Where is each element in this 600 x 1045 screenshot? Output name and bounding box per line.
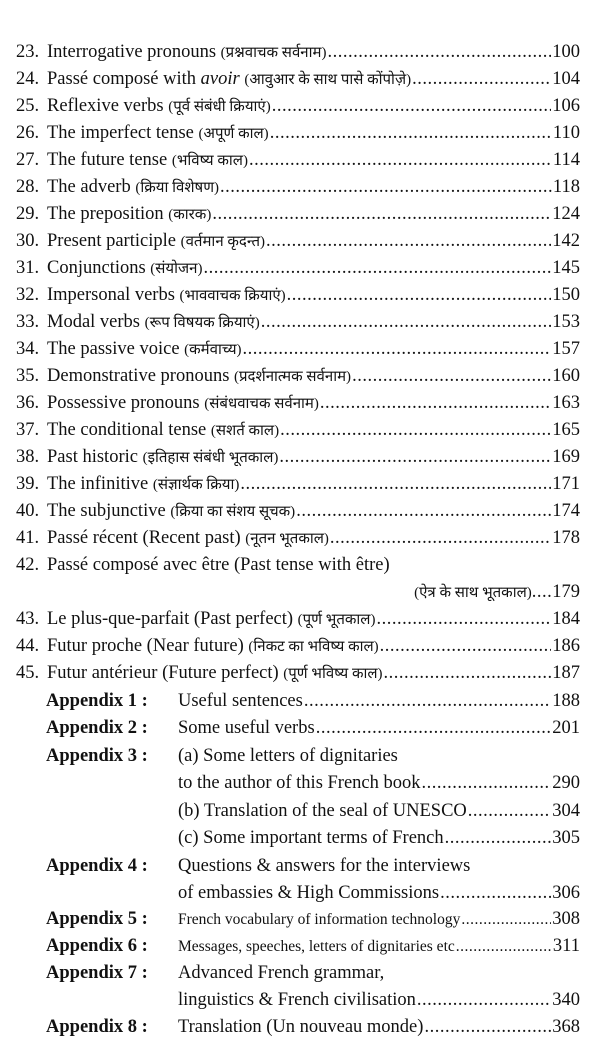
entry-title: The infinitive (संज्ञार्थक क्रिया): [47, 474, 240, 494]
entry-page: 169: [552, 447, 580, 467]
appendix-3-entry-b: [178, 798, 580, 825]
entry-number: 36.: [16, 393, 40, 413]
entry-number: 39.: [16, 474, 40, 494]
entry-hindi: (पूर्ण भूतकाल): [297, 612, 376, 628]
toc-entry-40: [16, 498, 580, 525]
dot-leader: [304, 688, 551, 715]
appendix-title: (b) Translation of the seal of UNESCO: [178, 801, 467, 821]
dot-leader: [316, 715, 552, 742]
toc-entry-24: [16, 66, 580, 93]
appendix-title: Questions & answers for the interviews: [178, 856, 471, 876]
entry-title: The imperfect tense (अपूर्ण काल): [47, 123, 269, 143]
appendix-4-entry-cont: [178, 880, 580, 907]
entry-hindi: (ऐत्र के साथ भूतकाल): [414, 585, 532, 601]
entry-title: Futur antérieur (Future perfect) (पूर्ण भविष्य काल): [47, 663, 383, 683]
toc-entry-28: [16, 174, 580, 201]
entry-page: 157: [552, 339, 580, 359]
dot-leader: [203, 255, 551, 282]
appendix-3-entry-a-cont: [178, 770, 580, 797]
appendix-title: Advanced French grammar,: [178, 963, 385, 983]
appendix-page: 368: [552, 1017, 580, 1037]
appendix-7-entry-cont: [178, 987, 580, 1014]
entry-page: 184: [552, 609, 580, 629]
toc-entry-26: [16, 120, 580, 147]
dot-leader: [330, 525, 551, 552]
toc-entry-36: [16, 390, 580, 417]
appendix-6-entry: [178, 933, 580, 960]
toc-entry-23: [16, 39, 580, 66]
entry-hindi: (नूतन भूतकाल): [245, 531, 329, 547]
entry-title: The preposition (कारक): [47, 204, 212, 224]
appendix-title: of embassies & High Commissions: [178, 883, 440, 903]
toc-entry-33: [16, 309, 580, 336]
appendix-1-label: Appendix 1 :: [46, 691, 148, 711]
appendix-3-entry-a: [178, 743, 580, 770]
appendix-page: 290: [552, 773, 580, 793]
entry-hindi: (क्रिया विशेषण): [135, 180, 220, 196]
entry-page: 114: [552, 150, 580, 170]
entry-hindi: (पूर्ण भविष्य काल): [283, 666, 383, 682]
entry-hindi: (संबंधवाचक सर्वनाम): [204, 396, 319, 412]
entry-title: Passé récent (Recent past) (नूतन भूतकाल): [47, 528, 329, 548]
appendix-title: Useful sentences: [178, 691, 303, 711]
dot-leader: [380, 633, 552, 660]
entry-title: Conjunctions (संयोजन): [47, 258, 203, 278]
entry-number: 32.: [16, 285, 40, 305]
appendix-5-label: Appendix 5 :: [46, 909, 148, 929]
dot-leader: [376, 606, 551, 633]
toc-entry-41: [16, 525, 580, 552]
toc-entry-42-continuation: [414, 579, 580, 606]
toc-entry-35: [16, 363, 580, 390]
entry-title: The conditional tense (सशर्त काल): [47, 420, 280, 440]
appendix-2-entry: [178, 715, 580, 742]
dot-leader: [261, 309, 552, 336]
dot-leader: [220, 174, 552, 201]
dot-leader: [212, 201, 551, 228]
entry-title: The subjunctive (क्रिया का संशय सूचक): [47, 501, 296, 521]
appendix-page: 311: [552, 936, 580, 956]
entry-page: 179: [552, 582, 580, 602]
entry-page: 160: [552, 366, 580, 386]
toc-entry-32: [16, 282, 580, 309]
entry-number: 29.: [16, 204, 40, 224]
entry-page: 145: [552, 258, 580, 278]
entry-title: Past historic (इतिहास संबंधी भूतकाल): [47, 447, 279, 467]
entry-page: 104: [552, 69, 580, 89]
entry-page: 124: [552, 204, 580, 224]
appendix-title: Messages, speeches, letters of dignitaries etc: [178, 938, 455, 955]
entry-number: 35.: [16, 366, 40, 386]
dot-leader: [440, 880, 551, 907]
toc-entry-31: [16, 255, 580, 282]
entry-hindi: (प्रश्नवाचक सर्वनाम): [220, 45, 327, 61]
appendix-8-entry: [178, 1014, 580, 1041]
entry-page: 106: [552, 96, 580, 116]
entry-number: 44.: [16, 636, 40, 656]
appendix-title: French vocabulary of information technology: [178, 911, 461, 928]
dot-leader: [352, 363, 551, 390]
entry-hindi: (प्रदर्शनात्मक सर्वनाम): [234, 369, 352, 385]
appendix-title: Translation (Un nouveau monde): [178, 1017, 424, 1037]
entry-page: 118: [552, 177, 580, 197]
entry-page: 174: [552, 501, 580, 521]
entry-number: 34.: [16, 339, 40, 359]
entry-number: 25.: [16, 96, 40, 116]
entry-title: Impersonal verbs (भाववाचक क्रियाएं): [47, 285, 286, 305]
appendix-page: 201: [552, 718, 580, 738]
dot-leader: [384, 660, 552, 687]
toc-entry-27: [16, 147, 580, 174]
appendix-page: 340: [552, 990, 580, 1010]
entry-page: 187: [552, 663, 580, 683]
dot-leader: [320, 390, 551, 417]
dot-leader: [266, 228, 551, 255]
appendix-3-label: Appendix 3 :: [46, 746, 148, 766]
entry-page: 171: [552, 474, 580, 494]
entry-page: 100: [552, 42, 580, 62]
toc-entry-42: [16, 552, 580, 579]
appendix-page: 306: [552, 883, 580, 903]
entry-number: 30.: [16, 231, 40, 251]
dot-leader: [287, 282, 552, 309]
entry-number: 41.: [16, 528, 40, 548]
appendix-7-label: Appendix 7 :: [46, 963, 148, 983]
entry-title: The passive voice (कर्मवाच्य): [47, 339, 242, 359]
entry-hindi: (वर्तमान कृदन्त): [180, 234, 266, 250]
dot-leader: [412, 66, 551, 93]
appendix-1-entry: [178, 688, 580, 715]
appendix-7-entry: [178, 960, 580, 987]
entry-title: Futur proche (Near future) (निकट का भविष्य काल): [47, 636, 379, 656]
entry-number: 24.: [16, 69, 40, 89]
entry-number: 38.: [16, 447, 40, 467]
appendix-title: (c) Some important terms of French: [178, 828, 444, 848]
dot-leader: [240, 471, 551, 498]
dot-leader: [422, 770, 552, 797]
entry-page: 110: [552, 123, 580, 143]
appendix-title: linguistics & French civilisation: [178, 990, 416, 1010]
toc-entry-30: [16, 228, 580, 255]
entry-hindi: (कर्मवाच्य): [184, 342, 242, 358]
entry-hindi: (पूर्व संबंधी क्रियाएं): [168, 99, 271, 115]
entry-title: Modal verbs (रूप विषयक क्रियाएं): [47, 312, 260, 332]
appendix-page: 305: [552, 828, 580, 848]
appendix-4-label: Appendix 4 :: [46, 856, 148, 876]
appendix-4-entry: [178, 853, 580, 880]
dot-leader: [296, 498, 551, 525]
entry-page: 150: [552, 285, 580, 305]
appendix-3-entry-c: [178, 825, 580, 852]
entry-title: Passé composé with avoir (आवुआर के साथ पासे कोंपोज़े): [47, 69, 412, 89]
entry-page: 142: [552, 231, 580, 251]
appendix-page: 304: [552, 801, 580, 821]
entry-page: 178: [552, 528, 580, 548]
appendix-title: (a) Some letters of dignitaries: [178, 746, 398, 766]
entry-title: The adverb (क्रिया विशेषण): [47, 177, 220, 197]
entry-number: 27.: [16, 150, 40, 170]
appendix-page: 308: [552, 909, 580, 929]
entry-hindi: (सशर्त काल): [210, 423, 280, 439]
entry-number: 31.: [16, 258, 40, 278]
appendix-6-label: Appendix 6 :: [46, 936, 148, 956]
toc-entry-39: [16, 471, 580, 498]
entry-hindi: (रूप विषयक क्रियाएं): [144, 315, 260, 331]
dot-leader: [279, 444, 551, 471]
appendix-2-label: Appendix 2 :: [46, 718, 148, 738]
entry-hindi: (आवुआर के साथ पासे कोंपोज़े): [244, 72, 412, 88]
dot-leader: [270, 120, 552, 147]
entry-title: Demonstrative pronouns (प्रदर्शनात्मक सर्वनाम): [47, 366, 352, 386]
entry-title: The future tense (भविष्य काल): [47, 150, 248, 170]
entry-hindi: (अपूर्ण काल): [198, 126, 269, 142]
toc-entry-37: [16, 417, 580, 444]
entry-title: Passé composé avec être (Past tense with être): [47, 555, 390, 575]
appendix-8-label: Appendix 8 :: [46, 1017, 148, 1037]
entry-page: 165: [552, 420, 580, 440]
entry-hindi: (इतिहास संबंधी भूतकाल): [142, 450, 279, 466]
toc-entry-25: [16, 93, 580, 120]
entry-hindi: (भाववाचक क्रियाएं): [179, 288, 286, 304]
entry-number: 28.: [16, 177, 40, 197]
dot-leader: ....: [531, 582, 553, 602]
entry-page: 163: [552, 393, 580, 413]
entry-number: 37.: [16, 420, 40, 440]
dot-leader: [445, 825, 552, 852]
dot-leader: [272, 93, 552, 120]
appendix-title: to the author of this French book: [178, 773, 421, 793]
dot-leader: [417, 987, 551, 1014]
entry-title: Present participle (वर्तमान कृदन्त): [47, 231, 266, 251]
dot-leader: [468, 798, 551, 825]
dot-leader: [327, 39, 551, 66]
entry-hindi: (कारक): [168, 207, 212, 223]
entry-number: 43.: [16, 609, 40, 629]
entry-hindi: (संज्ञार्थक क्रिया): [152, 477, 240, 493]
toc-entry-38: [16, 444, 580, 471]
entry-title: Reflexive verbs (पूर्व संबंधी क्रियाएं): [47, 96, 271, 116]
dot-leader: [456, 933, 552, 960]
appendix-5-entry: [178, 906, 580, 933]
entry-number: 33.: [16, 312, 40, 332]
dot-leader: [461, 906, 551, 933]
entry-number: 45.: [16, 663, 40, 683]
toc-entry-45: [16, 660, 580, 687]
entry-number: 26.: [16, 123, 40, 143]
toc-entry-29: [16, 201, 580, 228]
entry-number: 42.: [16, 555, 40, 575]
toc-entry-44: [16, 633, 580, 660]
toc-entry-34: [16, 336, 580, 363]
entry-page: 153: [552, 312, 580, 332]
toc-entry-43: [16, 606, 580, 633]
entry-hindi: (क्रिया का संशय सूचक): [170, 504, 296, 520]
entry-number: 23.: [16, 42, 40, 62]
appendix-page: 188: [552, 691, 580, 711]
entry-page: 186: [552, 636, 580, 656]
entry-title: Le plus-que-parfait (Past perfect) (पूर्ण भूतकाल): [47, 609, 376, 629]
entry-hindi: (संयोजन): [150, 261, 203, 277]
dot-leader: [280, 417, 551, 444]
dot-leader: [243, 336, 552, 363]
entry-title: Interrogative pronouns (प्रश्नवाचक सर्वनाम): [47, 42, 327, 62]
entry-hindi: (निकट का भविष्य काल): [248, 639, 379, 655]
appendix-title: Some useful verbs: [178, 718, 315, 738]
entry-number: 40.: [16, 501, 40, 521]
entry-title: Possessive pronouns (संबंधवाचक सर्वनाम): [47, 393, 319, 413]
dot-leader: [424, 1014, 551, 1041]
entry-hindi: (भविष्य काल): [171, 153, 248, 169]
dot-leader: [249, 147, 552, 174]
